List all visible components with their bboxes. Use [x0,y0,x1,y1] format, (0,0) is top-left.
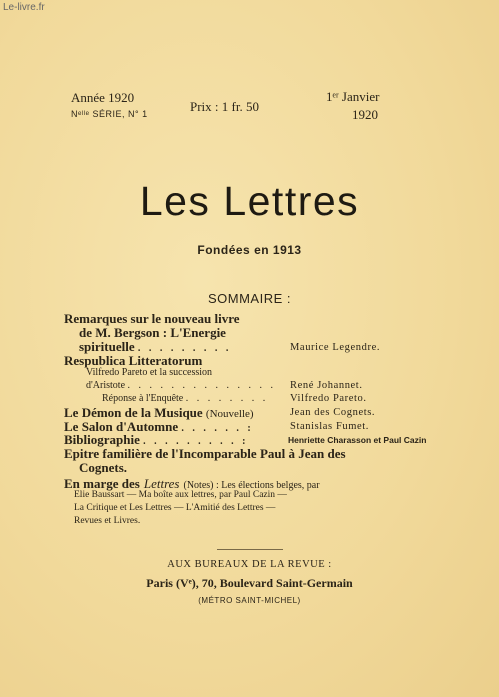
toc-subentry-reponse-title: Réponse à l'Enquête [102,393,184,404]
toc-marge-line-2: Elie Baussart — Ma boîte aux lettres, par Paul Cazin — [74,490,287,500]
toc-entry-biblio-title: Bibliographie [64,432,140,447]
date-year: 1920 [352,107,378,122]
toc-author-johannet: René Johannet. [290,380,363,391]
footer-bureaux: AUX BUREAUX DE LA REVUE : [167,559,332,570]
toc-entry-salon-title: Le Salon d'Automne [64,419,179,434]
footer-divider [217,549,283,550]
dot-leaders: . . . . . . . . . . . . . . [127,380,277,391]
toc-entry-marge-lettres: Lettres [143,476,180,491]
toc-entry-bergson-cont: de M. Bergson : L'Energie [79,325,226,340]
toc-author-charasson-cazin: Henriette Charasson et Paul Cazin [288,435,427,445]
toc-entry-bergson: Remarques sur le nouveau livre [64,311,240,326]
year-label: Année 1920 [71,90,135,105]
toc-subentry-reponse [102,393,268,404]
watermark: Le-livre.fr [3,2,45,13]
toc-subentry-pareto-end [86,380,276,391]
toc-marge-line-4: Revues et Livres. [74,516,141,526]
toc-author-cognets: Jean des Cognets. [290,407,376,418]
toc-entry-demon-note: (Nouvelle) [205,408,254,420]
toc-entry-epitre-cont: Cognets. [79,460,128,475]
dot-leaders: . . . . . . . . . : [143,436,249,447]
magazine-title: Les Lettres [139,178,360,224]
dot-leaders: . . . . . . . . [185,393,269,404]
toc-entry-bergson-title: spirituelle [79,339,135,354]
toc-entry-marge-title: En marge des [64,476,140,491]
toc-marge-line-3: La Critique et Les Lettres — L'Amitié des Lettres — [74,503,276,513]
price-label: Prix : 1 fr. 50 [190,99,259,114]
toc-entry-marge-note: (Notes) : Les élections belges, par [183,480,320,491]
footer-metro: (MÉTRO SAINT-MICHEL) [198,596,301,605]
series-label: Nᵉˡˡᵉ SÉRIE, N° 1 [71,109,148,119]
founded-line: Fondées en 1913 [197,243,302,257]
toc-entry-epitre: Epitre familière de l'Incomparable Paul à Jean des [64,446,346,461]
footer-address: Paris (Vᵉ), 70, Boulevard Saint-Germain [146,576,353,590]
dot-leaders: . . . . . . : [181,423,254,434]
toc-entry-demon-title: Le Démon de la Musique [64,405,203,420]
toc-subentry-pareto: Vilfredo Pareto et la succession [86,367,213,378]
date-label: 1ᵉʳ Janvier [326,89,380,104]
sommaire-heading: SOMMAIRE : [207,291,291,306]
toc-entry-respublica: Respublica Litteratorum [64,353,203,368]
toc-author-pareto: Vilfredo Pareto. [290,393,367,404]
toc-subentry-aristote: d'Aristote [86,380,126,391]
dot-leaders: . . . . . . . . . [137,343,232,354]
toc-author-fumet: Stanislas Fumet. [290,421,370,432]
toc-author-legendre: Maurice Legendre. [290,342,381,353]
